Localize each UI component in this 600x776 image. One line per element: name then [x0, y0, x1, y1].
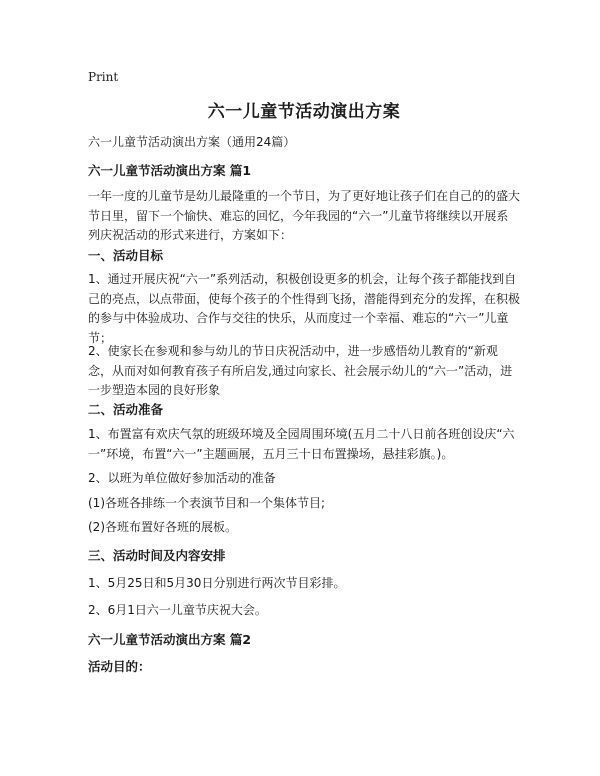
prep-subitem-1: (1)各班各排练一个表演节目和一个集体节目;	[88, 496, 326, 510]
prep-item-1: 1、布置富有欢庆气氛的班级环境及全园周围环境(五月二十八日前各班创设庆“六一”环境，布置“六一”主题画展，五月三十日布置操场，悬挂彩旗。)。	[88, 427, 515, 461]
prep-item-2: 2、以班为单位做好参加活动的准备	[88, 471, 276, 485]
page-title: 六一儿童节活动演出方案	[207, 102, 401, 122]
section-heading-preparation: 二、活动准备	[88, 402, 164, 417]
schedule-item-1: 1、5月25日和5月30日分别进行两次节目彩排。	[88, 576, 346, 590]
goal-item-1: 1、通过开展庆祝“六一”系列活动，积极创设更多的机会，让每个孩子都能找到自己的亮点，以点带面，使每个孩子的个性得到飞扬，潜能得到充分的发挥，在积极的参与中体验成功、合作与交往的快乐，从而度过一个幸福、难忘的“六一”儿童节；	[88, 272, 521, 345]
schedule-item-2: 2、6月1日六一儿童节庆祝大会。	[88, 603, 267, 617]
prep-subitem-2: (2)各班布置好各班的展板。	[88, 520, 237, 534]
article-heading-2: 六一儿童节活动演出方案 篇2	[88, 632, 252, 647]
purpose-heading: 活动目的：	[88, 659, 151, 674]
print-link[interactable]: Print	[88, 70, 119, 84]
article-heading-1: 六一儿童节活动演出方案 篇1	[88, 163, 252, 178]
document-subtitle: 六一儿童节活动演出方案（通用24篇）	[88, 135, 296, 149]
goal-item-2: 2、使家长在参观和参与幼儿的节日庆祝活动中，进一步感悟幼儿教育的“新观念，从而对如何教育孩子有所启发,通过向家长、社会展示幼儿的“六一”活动，进一步塑造本园的良好形象	[88, 344, 513, 397]
section-heading-schedule: 三、活动时间及内容安排	[88, 548, 226, 563]
intro-paragraph: 一年一度的儿童节是幼儿最隆重的一个节日，为了更好地让孩子们在自己的的盛大节日里，留下一个愉快、难忘的回忆，今年我园的“六一”儿童节将继续以开展系列庆祝活动的形式来进行，方案如下：	[88, 189, 521, 242]
section-heading-goal: 一、活动目标	[88, 248, 164, 263]
